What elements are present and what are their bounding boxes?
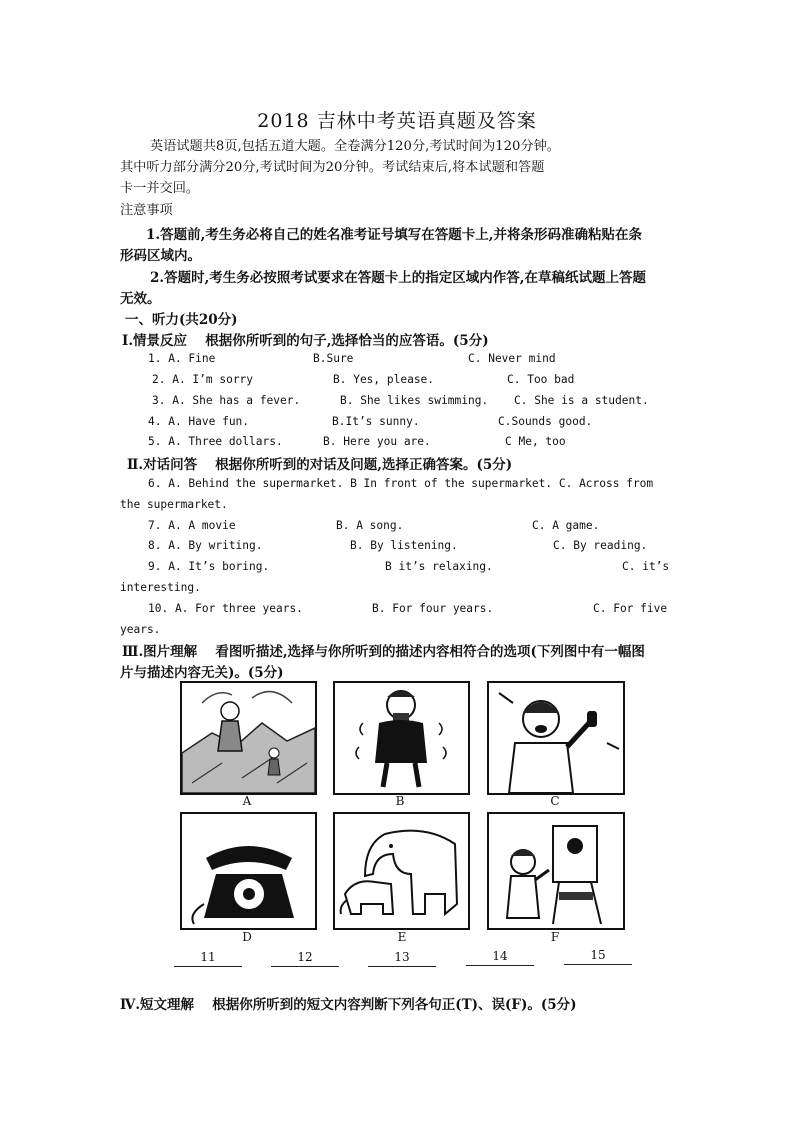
answer-blank-13[interactable]	[368, 966, 436, 967]
intro-line-1: 英语试题共8页,包括五道大题。全卷满分120分,考试时间为120分钟。	[150, 139, 560, 154]
q4-option-c: C.Sounds good.	[498, 415, 593, 428]
answer-blank-15[interactable]	[564, 964, 632, 965]
q10-option-b: B. For four years.	[372, 602, 494, 615]
q3-option-a: 3. A. She has a fever.	[152, 394, 301, 407]
note-2-line-1: 2.答题时,考生务必按照考试要求在答题卡上的指定区域内作答,在草稿纸试题上答题	[150, 270, 646, 286]
q9-option-c-cont: interesting.	[120, 581, 201, 594]
q2-option-a: 2. A. I’m sorry	[152, 373, 254, 386]
section-3-heading-line-2: 片与描述内容无关)。(5分)	[120, 665, 284, 681]
notes-heading: 注意事项	[120, 203, 173, 218]
answer-blank-11-label: 11	[200, 950, 216, 964]
picture-b-label: B	[395, 794, 405, 808]
q2-option-c: C. Too bad	[507, 373, 575, 386]
picture-f-label: F	[550, 930, 560, 944]
picture-f	[487, 812, 625, 930]
note-1-line-1: 1.答题前,考生务必将自己的姓名准考证号填写在答题卡上,并将条形码准确粘贴在条	[146, 227, 642, 243]
q5-option-c: C Me, too	[505, 435, 566, 448]
answer-blank-12[interactable]	[271, 966, 339, 967]
q10-option-a: 10. A. For three years.	[148, 602, 303, 615]
q9-option-a: 9. A. It’s boring.	[148, 560, 270, 573]
section-1-heading: Ⅰ.情景反应 根据你所听到的句子,选择恰当的应答语。(5分)	[122, 333, 489, 349]
q9-option-c: C. it’s	[622, 560, 670, 573]
section-2-heading: Ⅱ.对话问答 根据你所听到的对话及问题,选择正确答案。(5分)	[127, 457, 513, 473]
q6-line-2: the supermarket.	[120, 498, 228, 511]
q7-option-a: 7. A. A movie	[148, 519, 236, 532]
q5-option-a: 5. A. Three dollars.	[148, 435, 283, 448]
answer-blank-12-label: 12	[297, 950, 313, 964]
q8-option-b: B. By listening.	[350, 539, 458, 552]
picture-e	[333, 812, 470, 930]
page-title: 2018 吉林中考英语真题及答案	[257, 110, 537, 132]
intro-line-2: 其中听力部分满分20分,考试时间为20分钟。考试结束后,将本试题和答题	[120, 160, 545, 175]
q9-option-b: B it’s relaxing.	[385, 560, 493, 573]
q3-option-c: C. She is a student.	[514, 394, 649, 407]
q10-option-c: C. For five	[593, 602, 668, 615]
note-1-line-2: 形码区域内。	[120, 248, 201, 264]
q5-option-b: B. Here you are.	[323, 435, 431, 448]
q4-option-a: 4. A. Have fun.	[148, 415, 250, 428]
q3-option-b: B. She likes swimming.	[340, 394, 489, 407]
intro-line-3: 卡一并交回。	[120, 181, 200, 196]
q7-option-b: B. A song.	[336, 519, 404, 532]
answer-blank-11[interactable]	[174, 966, 242, 967]
answer-blank-14[interactable]	[466, 965, 534, 966]
q7-option-c: C. A game.	[532, 519, 600, 532]
q1-option-c: C. Never mind	[468, 352, 556, 365]
picture-b	[333, 681, 470, 795]
answer-blank-13-label: 13	[394, 950, 410, 964]
q2-option-b: B. Yes, please.	[333, 373, 435, 386]
picture-c-label: C	[550, 794, 560, 808]
note-2-line-2: 无效。	[120, 291, 161, 307]
picture-c	[487, 681, 625, 795]
q10-option-c-cont: years.	[120, 623, 161, 636]
q1-option-b: B.Sure	[313, 352, 354, 365]
picture-a	[180, 681, 317, 795]
picture-e-label: E	[397, 930, 407, 944]
answer-blank-15-label: 15	[590, 948, 606, 962]
section-3-heading-line-1: Ⅲ.图片理解 看图听描述,选择与你所听到的描述内容相符合的选项(下列图中有一幅图	[122, 644, 645, 660]
q6-line-1: 6. A. Behind the supermarket. B In front of the supermarket. C. Across from	[148, 477, 654, 490]
q4-option-b: B.It’s sunny.	[332, 415, 420, 428]
q8-option-a: 8. A. By writing.	[148, 539, 263, 552]
answer-blank-14-label: 14	[492, 949, 508, 963]
picture-d	[180, 812, 317, 930]
section-4-heading: Ⅳ.短文理解 根据你所听到的短文内容判断下列各句正(T)、误(F)。(5分)	[120, 997, 577, 1013]
q1-option-a: 1. A. Fine	[148, 352, 216, 365]
q8-option-c: C. By reading.	[553, 539, 648, 552]
picture-a-label: A	[242, 794, 252, 808]
part-1-heading: 一、听力(共20分)	[125, 312, 238, 328]
picture-d-label: D	[242, 930, 252, 944]
